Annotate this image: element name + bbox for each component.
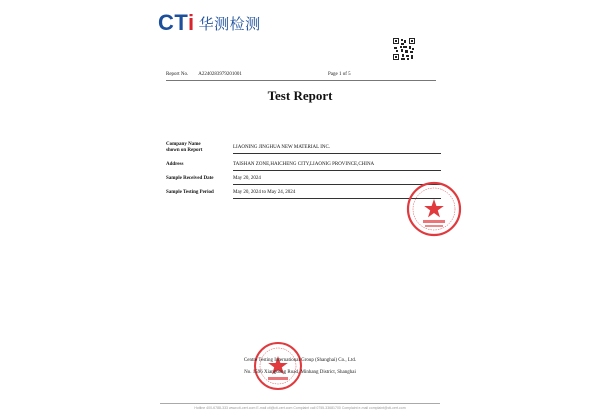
footer-divider (160, 403, 440, 404)
sample-testing-value: May 20, 2024 to May 24, 2024 (233, 190, 296, 195)
logo-brand-cn: 华测检测 (198, 14, 261, 33)
page-title: Test Report (267, 88, 333, 103)
qr-code-icon (393, 38, 415, 60)
report-number-label: Report No. (166, 72, 189, 77)
page-indicator: Page 1 of 5 (328, 72, 351, 77)
sample-received-value: May 20, 2024 (233, 176, 261, 181)
header-divider (166, 80, 436, 81)
company-name-value: LIAONING JINGHUA NEW MATERIAL INC. (233, 145, 331, 150)
address-value: TAISHAN ZONE,HAICHENG CITY,LIAONIG PROVINCE,CHINA (233, 162, 375, 167)
report-number (166, 72, 242, 77)
footer-contact: Hotline 400-6788-333 www.cti-cert.com E-mail cti@cti-cert.com Complaint call 0755-33681700 Complaint e-mail complaint@cti-cert.com (194, 406, 406, 410)
address-underline (233, 170, 441, 171)
sample-received-label: Sample Received Date (166, 176, 214, 181)
report-number-value: A2240283979201001 (198, 72, 242, 77)
official-seal-icon (405, 180, 463, 238)
cti-logo (158, 12, 261, 34)
company-name-underline (233, 153, 441, 154)
company-name-label: Company Name shown on Report (166, 142, 203, 153)
address-label: Address (166, 162, 184, 167)
report-page (150, 0, 450, 420)
logo-brand: CTi (158, 10, 195, 35)
company-seal-icon (252, 340, 304, 392)
sample-testing-label: Sample Testing Period (166, 190, 214, 195)
company-name: Centre Testing International Group (Shanghai) Co., Ltd. (243, 358, 357, 363)
company-address: No. 1596 Xiangdong Road, Minhang District, Shanghai (244, 370, 356, 375)
